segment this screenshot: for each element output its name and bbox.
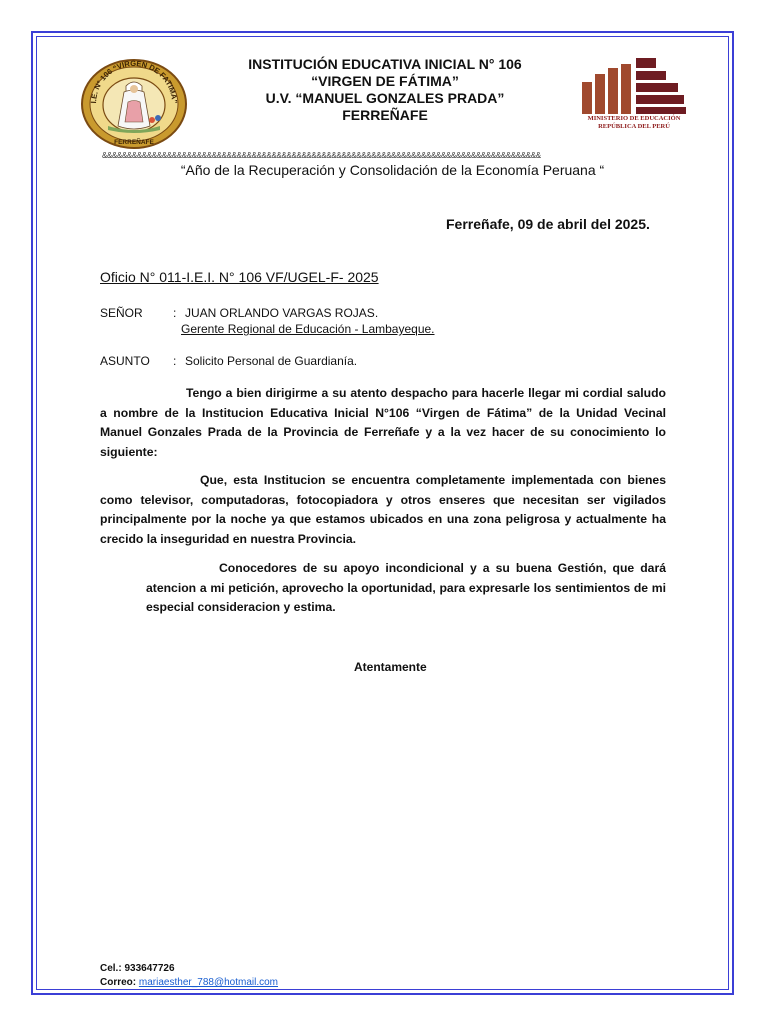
ministry-logo-text (580, 115, 688, 131)
year-motto: “Año de la Recuperación y Consolidación de la Economía Peruana “ (180, 162, 605, 178)
seal-text-top: I.E. Nº 106 “VIRGEN DE FATIMA” (88, 58, 180, 104)
email-label: Correo: (100, 977, 137, 988)
header-line-uv: U.V. “MANUEL GONZALES PRADA” (265, 90, 505, 106)
phone-label: Cel.: (100, 963, 122, 974)
recipient-colon: : (173, 306, 177, 320)
closing-text: Atentamente (354, 660, 427, 674)
subject-label: ASUNTO (100, 354, 150, 368)
body-paragraph-2: Que, esta Institucion se encuentra completamente implementada con bienes como televisor, computadoras, fotocopiadora y otros enseres que necesitan ser vigilados principalmente por la noche ya que estamos ubicados en una zona peligrosa y actualmente ha crecido la inseguridad en nuestra Provincia. (100, 473, 666, 546)
ministry-line-1: MINISTERIO DE EDUCACIÓN (587, 115, 681, 122)
footer-email-row (100, 976, 278, 990)
email-link[interactable]: mariaesther_788@hotmail.com (138, 977, 279, 988)
recipient-label: SEÑOR (100, 306, 143, 320)
recipient-name: JUAN ORLANDO VARGAS ROJAS. (185, 306, 379, 320)
subject-text: Solicito Personal de Guardianía. (185, 354, 358, 368)
body-paragraph-3: Conocedores de su apoyo incondicional y a su buena Gestión, que dará atencion a mi petición, aprovecho la oportunidad, para expresarle los sentimientos de mi especial consideracion y estima. (146, 561, 666, 614)
place-date: Ferreñafe, 09 de abril del 2025. (446, 216, 650, 232)
institution-header (180, 56, 590, 124)
header-line-city: FERREÑAFE (342, 107, 428, 123)
footer-contact (100, 962, 278, 990)
school-seal-logo (80, 58, 188, 150)
body-paragraph-1: Tengo a bien dirigirme a su atento despacho para hacerle llegar mi cordial saludo a nombre de la Institucion Educativa Inicial N°106 “Virgen de Fátima” de la Unidad Vecinal Manuel Gonzales Prada de la Provincia de Ferreñafe y a la vez hacer de su conocimiento lo siguiente: (100, 386, 666, 459)
separator-line: &&&&&&&&&&&&&&&&&&&&&&&&&&&&&&&&&&&&&&&&&&&&&&&&&&&&&&&&&&&&&&&&&&&&&&&&&&&&&&&&&&&&&&&& (102, 151, 541, 160)
phone-number: 933647726 (124, 963, 175, 974)
header-line-institution: INSTITUCIÓN EDUCATIVA INICIAL N° 106 (248, 56, 522, 72)
seal-text-bottom: FERREÑAFE (114, 139, 154, 146)
ministry-line-2: REPÚBLICA DEL PERÚ (598, 123, 670, 130)
subject-colon: : (173, 354, 177, 368)
recipient-title: Gerente Regional de Educación - Lambayeque. (181, 322, 435, 336)
footer-phone-row (100, 962, 278, 976)
document-reference: Oficio N° 011-I.E.I. N° 106 VF/UGEL-F- 2025 (100, 269, 379, 285)
header-line-name: “VIRGEN DE FÁTIMA” (311, 73, 459, 89)
